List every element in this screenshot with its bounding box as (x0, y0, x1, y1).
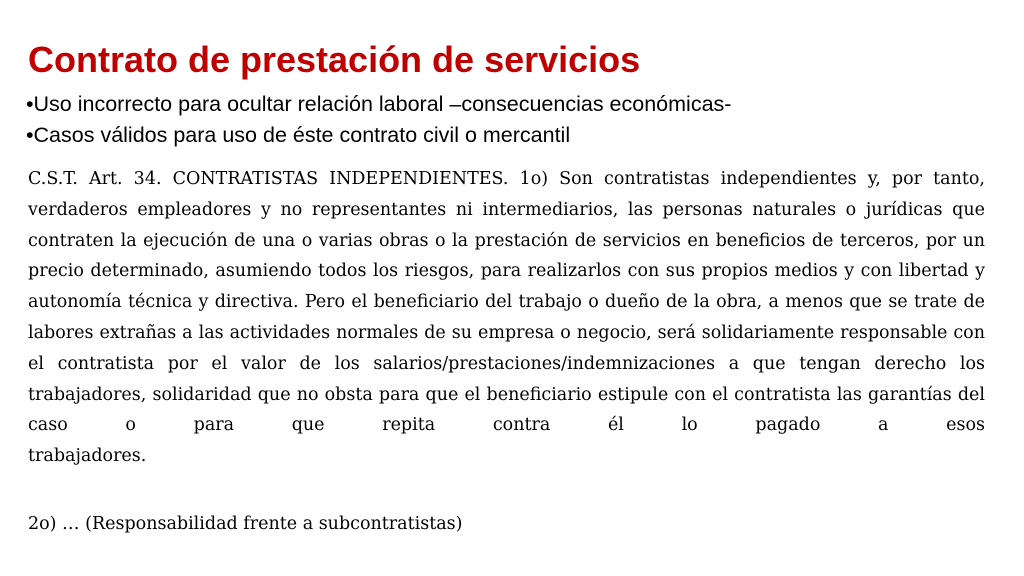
article-paragraph (28, 164, 985, 472)
bullet-item: •Casos válidos para uso de éste contrato civil o mercantil (26, 123, 571, 147)
article-body: C.S.T. Art. 34. CONTRATISTAS INDEPENDIENTES. 1o) Son contratistas independientes y, por tanto, verdaderos empleadores y no representantes ni intermediarios, las personas naturales o jurídicas que contraten la ejecución de una o varias obras o la prestación de servicios en beneficios de terceros, por un precio determinado, asumiendo todos los riesgos, para realizarlos con sus propios medios y con libertad y autonomía técnica y directiva. Pero el beneficiario del trabajo o dueño de la obra, a menos que se trate de labores extrañas a las actividades normales de su empresa o negocio, será solidariamente responsable con el contratista por el valor de los salarios/prestaciones/indemnizaciones a que tengan derecho los trabajadores, solidaridad que no obsta para que el beneficiario estipule con el contratista las garantías del caso o para que repita contra él lo pagado a esos (28, 169, 985, 436)
article-tail: trabajadores. (28, 446, 147, 467)
bullet-item: •Uso incorrecto para ocultar relación laboral –consecuencias económicas- (26, 92, 732, 116)
article-footnote: 2o) … (Responsabilidad frente a subcontratistas) (28, 514, 463, 534)
slide-title: Contrato de prestación de servicios (28, 39, 641, 80)
bullet-list (26, 89, 731, 151)
